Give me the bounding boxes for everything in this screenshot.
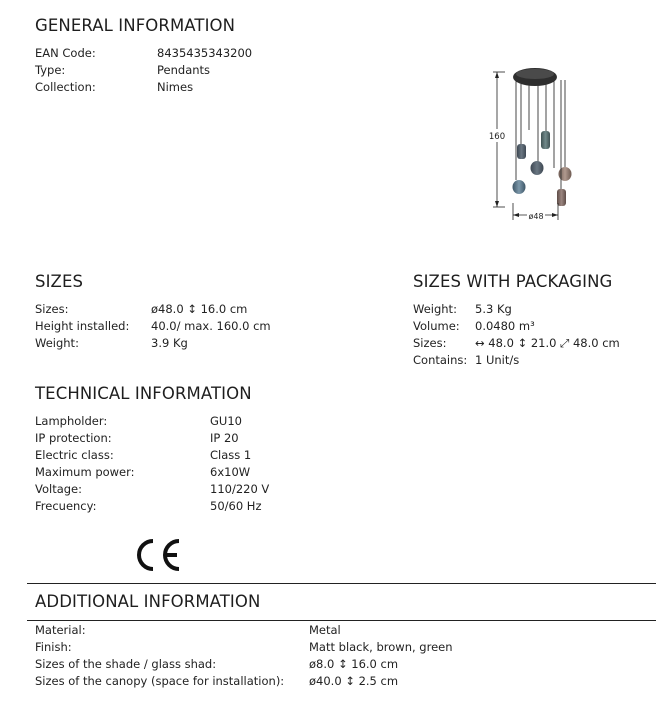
ean-value: 8435435343200 — [157, 46, 253, 60]
ce-mark-logo — [133, 537, 183, 573]
shade-round-brown — [559, 167, 572, 181]
sizes-value: ø48.0 ↕ 16.0 cm — [151, 302, 248, 316]
voltage-value: 110/220 V — [210, 482, 270, 496]
electric-class-value: Class 1 — [210, 448, 252, 462]
ip-value: IP 20 — [210, 431, 239, 445]
collection-value: Nimes — [157, 80, 194, 94]
packaging-contains-value: 1 Unit/s — [475, 353, 520, 367]
collection-label: Collection: — [35, 80, 96, 94]
finish-value: Matt black, brown, green — [309, 640, 453, 654]
height-installed-label: Height installed: — [35, 319, 130, 333]
max-power-label: Maximum power: — [35, 465, 135, 479]
height-label: 160 — [488, 132, 506, 142]
section-divider-top — [27, 583, 656, 584]
ean-label: EAN Code: — [35, 46, 96, 60]
shade-size-value: ø8.0 ↕ 16.0 cm — [309, 657, 399, 671]
type-label: Type: — [35, 63, 66, 77]
shade-green — [541, 131, 550, 149]
finish-label: Finish: — [35, 640, 72, 654]
packaging-volume-value: 0.0480 m³ — [475, 319, 535, 333]
max-power-value: 6x10W — [210, 465, 251, 479]
additional-heading: ADDITIONAL INFORMATION — [35, 592, 261, 611]
canopy-size-label: Sizes of the canopy (space for installation): — [35, 674, 285, 688]
packaging-weight-label: Weight: — [413, 302, 457, 316]
product-dimension-drawing — [480, 60, 590, 225]
packaging-weight-value: 5.3 Kg — [475, 302, 512, 316]
packaging-sizes-label: Sizes: — [413, 336, 447, 350]
lampholder-value: GU10 — [210, 414, 242, 428]
canopy-size-value: ø40.0 ↕ 2.5 cm — [309, 674, 399, 688]
lampholder-label: Lampholder: — [35, 414, 108, 428]
type-value: Pendants — [157, 63, 211, 77]
packaging-contains-label: Contains: — [413, 353, 468, 367]
shade-round-dark — [531, 161, 544, 175]
electric-class-label: Electric class: — [35, 448, 114, 462]
canopy-highlight — [516, 69, 554, 79]
packaging-sizes-value: ↔ 48.0 ↕ 21.0 ⤢ 48.0 cm — [475, 336, 620, 350]
material-value: Metal — [309, 623, 341, 637]
frequency-value: 50/60 Hz — [210, 499, 262, 513]
weight-value: 3.9 Kg — [151, 336, 188, 350]
voltage-label: Voltage: — [35, 482, 83, 496]
general-information-heading: GENERAL INFORMATION — [35, 16, 236, 35]
packaging-volume-label: Volume: — [413, 319, 460, 333]
sizes-heading: SIZES — [35, 272, 84, 291]
material-label: Material: — [35, 623, 86, 637]
shade-round-blue — [513, 180, 526, 194]
technical-heading: TECHNICAL INFORMATION — [35, 384, 252, 403]
shade-size-label: Sizes of the shade / glass shad: — [35, 657, 217, 671]
shade-dark — [517, 144, 526, 159]
packaging-heading: SIZES WITH PACKAGING — [413, 272, 613, 291]
sizes-label: Sizes: — [35, 302, 69, 316]
diameter-label: ø48 — [528, 212, 544, 221]
ip-label: IP protection: — [35, 431, 112, 445]
frequency-label: Frecuency: — [35, 499, 97, 513]
height-installed-value: 40.0/ max. 160.0 cm — [151, 319, 271, 333]
weight-label: Weight: — [35, 336, 79, 350]
section-divider-bottom — [27, 620, 656, 621]
